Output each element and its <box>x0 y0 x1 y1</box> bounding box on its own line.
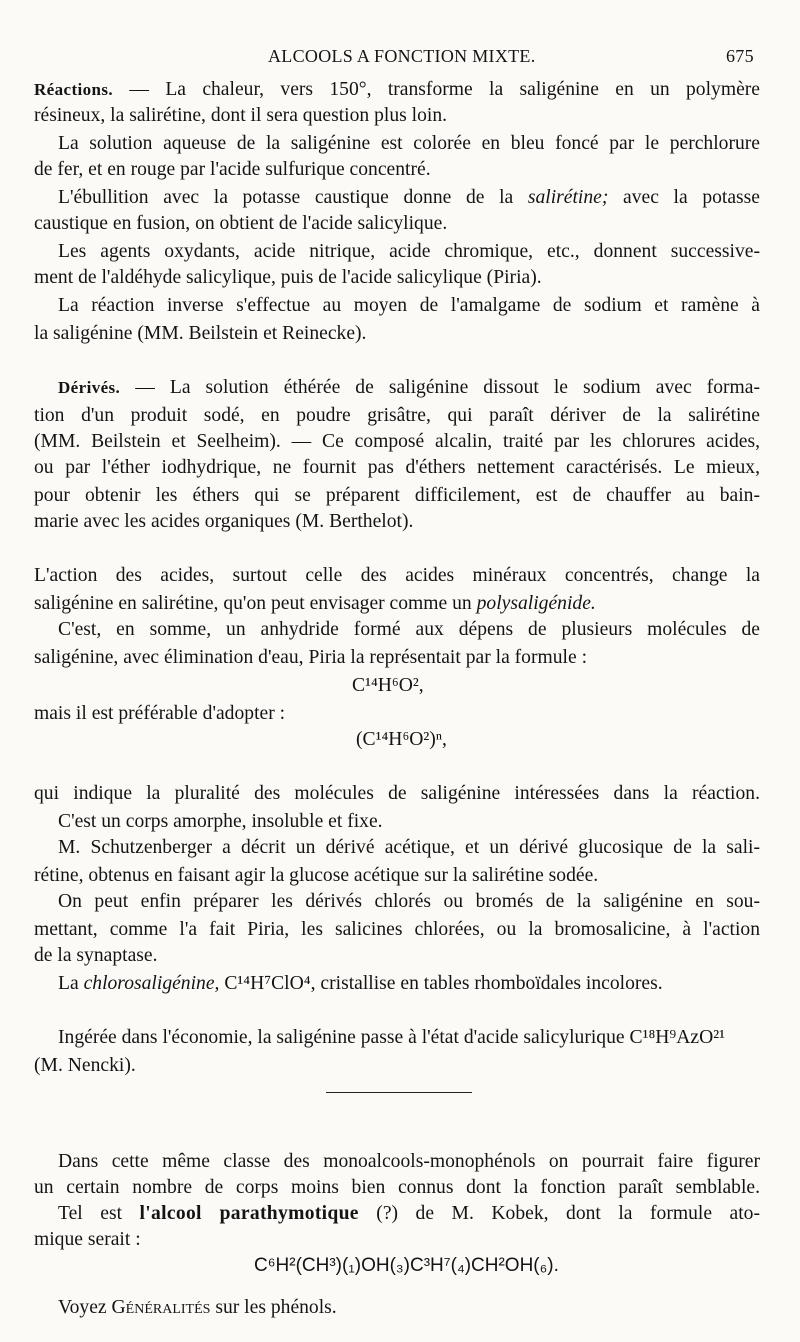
text-line: de la synaptase. <box>34 945 158 966</box>
formula: C⁶H²(CH³)(₁)OH(₃)C³H⁷(₄)CH²OH(₆). <box>254 1255 559 1276</box>
text-line: L'action des acides, surtout celle des acides minéraux concentrés, change la <box>34 565 760 586</box>
text-line: qui indique la pluralité des molécules de saligénine intéressées dans la réaction. <box>34 783 760 804</box>
text-line: La chlorosaligénine, C¹⁴H⁷ClO⁴, cristallise en tables rhomboïdales incolores. <box>58 973 663 994</box>
text-line: Tel est l'alcool parathymotique (?) de M. Kobek, dont la formule ato- <box>58 1203 760 1224</box>
text-line: de fer, et en rouge par l'acide sulfurique concentré. <box>34 159 431 180</box>
text-line: résineux, la salirétine, dont il sera question plus loin. <box>34 105 448 126</box>
text-line: La solution aqueuse de la saligénine est colorée en bleu foncé par le perchlorure <box>58 133 760 154</box>
text-line: pour obtenir les éthers qui se préparent difficilement, est de chauffer au bain- <box>34 485 760 506</box>
running-header: ALCOOLS A FONCTION MIXTE. <box>268 46 536 66</box>
text-line: Dans cette même classe des monoalcools-monophénols on pourrait faire figurer <box>58 1151 760 1172</box>
section-heading-reactions: Réactions. <box>34 80 114 99</box>
text-line: marie avec les acides organiques (M. Berthelot). <box>34 511 414 532</box>
formula: C¹⁴H⁶O², <box>352 675 424 696</box>
text-line: On peut enfin préparer les dérivés chlorés ou bromés de la saligénine en sou- <box>58 891 760 912</box>
text-line: caustique en fusion, on obtient de l'acide salicylique. <box>34 213 448 234</box>
text-line: saligénine en salirétine, qu'on peut envisager comme un polysaligénide. <box>34 593 596 614</box>
formula: (C¹⁴H⁶O²)ⁿ, <box>356 729 447 750</box>
text-line: La réaction inverse s'effectue au moyen de l'amalgame de sodium et ramène à <box>58 295 760 316</box>
text-line: Voyez Généralités sur les phénols. <box>58 1297 337 1318</box>
page-number: 675 <box>726 46 754 66</box>
text-line: Les agents oxydants, acide nitrique, acide chromique, etc., donnent successive- <box>58 241 760 262</box>
text-line: saligénine, avec élimination d'eau, Piria la représentait par la formule : <box>34 647 588 668</box>
text-line: L'ébullition avec la potasse caustique donne de la salirétine; avec la potasse <box>58 187 761 208</box>
text-line: un certain nombre de corps moins bien connus dont la fonction paraît semblable. <box>34 1177 760 1198</box>
text-line: Dérivés. — La solution éthérée de saligénine dissout le sodium avec forma- <box>58 377 760 398</box>
text-line: C'est un corps amorphe, insoluble et fixe. <box>58 811 383 832</box>
text-line: M. Schutzenberger a décrit un dérivé acétique, et un dérivé glucosique de la sali- <box>58 837 760 858</box>
text-line: mettant, comme l'a fait Piria, les salicines chlorées, ou la bromosalicine, à l'action <box>34 919 760 940</box>
text-line: rétine, obtenus en faisant agir la glucose acétique sur la salirétine sodée. <box>34 865 599 886</box>
text-line: C'est, en somme, un anhydride formé aux dépens de plusieurs molécules de <box>58 619 760 640</box>
text-line: Réactions. — La chaleur, vers 150°, transforme la saligénine en un polymère <box>34 79 760 100</box>
text-line: (MM. Beilstein et Seelheim). — Ce composé alcalin, traité par les chlorures acides, <box>34 431 760 452</box>
text-line: ment de l'aldéhyde salicylique, puis de l'acide salicylique (Piria). <box>34 267 542 288</box>
text-line: tion d'un produit sodé, en poudre grisâtre, qui paraît dériver de la salirétine <box>34 405 760 426</box>
text-line: (M. Nencki). <box>34 1055 136 1076</box>
section-divider <box>326 1092 472 1093</box>
compound-name: l'alcool parathymotique <box>139 1203 359 1224</box>
text-line: Ingérée dans l'économie, la saligénine passe à l'état d'acide salicylurique C¹⁸H⁹AzO²¹ <box>58 1027 726 1048</box>
text-line: la saligénine (MM. Beilstein et Reinecke). <box>34 323 367 344</box>
text-line: ou par l'éther iodhydrique, ne fournit pas d'éthers nettement caractérisés. Le mieux, <box>34 457 760 478</box>
text-line: mique serait : <box>34 1229 141 1250</box>
cross-reference: Généralités <box>111 1297 211 1318</box>
section-heading-derives: Dérivés. <box>58 378 121 397</box>
text-line: mais il est préférable d'adopter : <box>34 703 286 724</box>
